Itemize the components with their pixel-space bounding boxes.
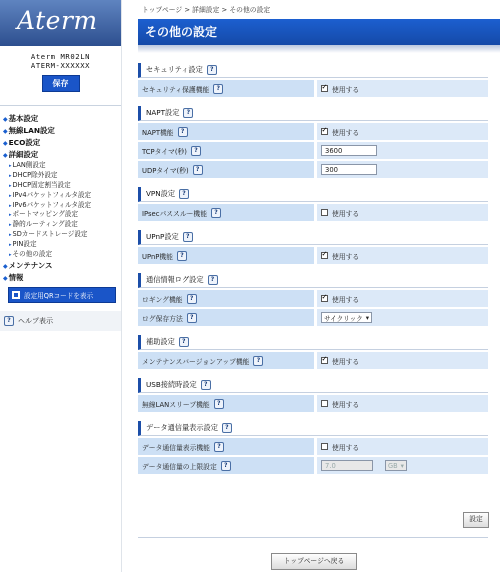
sidebar-item-label: 基本設定 (8, 114, 39, 123)
sidebar-item[interactable] (0, 181, 121, 191)
settings-section (138, 335, 488, 369)
label-text: セキュリティ保護機能 (142, 85, 210, 94)
section-header (138, 63, 488, 78)
settings-section (138, 230, 488, 264)
setting-label (138, 309, 314, 326)
section-title: データ通信量表示設定 (146, 423, 218, 432)
arrow-icon: ▸ (9, 212, 12, 219)
arrow-icon: ▸ (9, 252, 12, 259)
help-icon[interactable]: ? (177, 251, 187, 261)
select-value: サイクリック (324, 314, 363, 323)
sidebar-item-label: 静的ルーティング設定 (12, 220, 78, 229)
save-button[interactable]: 保存 (42, 75, 80, 92)
setting-value (317, 204, 488, 221)
logo-area (0, 0, 121, 46)
setting-label (138, 438, 314, 455)
setting-row (138, 123, 488, 140)
label-text: メンテナンスバージョンアップ機能 (142, 357, 250, 366)
section-title: UPnP設定 (146, 232, 179, 241)
arrow-icon: ▸ (9, 192, 12, 199)
label-text: データ通信量表示機能 (142, 443, 210, 452)
arrow-icon: ◆ (3, 140, 8, 147)
setting-row (138, 438, 488, 455)
setting-value (317, 142, 488, 159)
help-icon[interactable]: ? (221, 461, 231, 471)
setting-value (317, 80, 488, 97)
setting-label (138, 290, 314, 307)
qr-code-button[interactable] (8, 287, 116, 303)
checkbox-label: 使用する (332, 252, 360, 261)
sidebar-item[interactable] (0, 125, 121, 137)
checkbox[interactable] (321, 252, 328, 259)
section-title: 補助設定 (146, 337, 175, 346)
help-icon[interactable]: ? (187, 313, 197, 323)
settings-section (138, 421, 488, 474)
help-icon[interactable]: ? (211, 208, 221, 218)
sidebar-item[interactable] (0, 272, 121, 284)
checkbox[interactable] (321, 357, 328, 364)
sidebar-item[interactable] (0, 137, 121, 149)
sidebar-item[interactable] (0, 161, 121, 171)
label-text: ロギング機能 (142, 295, 183, 304)
setting-label (138, 123, 314, 140)
arrow-icon: ◆ (3, 274, 8, 282)
setting-row (138, 309, 488, 326)
section-title: USB接続時設定 (146, 380, 197, 389)
arrow-icon: ▸ (9, 242, 12, 249)
setting-label (138, 161, 314, 178)
sidebar-item-label: 詳細設定 (8, 150, 39, 159)
setting-value (317, 457, 488, 474)
section-header (138, 335, 488, 350)
help-icon[interactable]: ? (253, 356, 263, 366)
checkbox-label: 使用する (332, 443, 360, 452)
setting-value (317, 352, 488, 369)
sidebar-item-label: DHCP固定割当設定 (12, 180, 71, 189)
setting-label (138, 80, 314, 97)
setting-label (138, 142, 314, 159)
help-icon[interactable]: ? (178, 127, 188, 137)
sidebar-item-label: ECO設定 (8, 138, 41, 147)
checkbox[interactable] (321, 443, 328, 450)
arrow-icon: ▸ (9, 182, 12, 189)
section-title: 通信情報ログ設定 (146, 275, 204, 284)
setting-row (138, 457, 488, 474)
checkbox[interactable] (321, 209, 328, 216)
setting-value (317, 290, 488, 307)
sidebar-item-label: IPv4パケットフィルタ設定 (12, 190, 92, 199)
setting-row (138, 204, 488, 221)
model-name: Aterm MR02LN (30, 52, 91, 61)
aterm-logo: Aterm (17, 6, 98, 35)
section-header (138, 378, 488, 393)
sidebar-item-label: 無線LAN設定 (8, 126, 55, 135)
label-text: UPnP機能 (142, 252, 173, 261)
sidebar-item-label: SDカードストレージ設定 (12, 230, 88, 239)
chevron-down-icon: ▾ (365, 313, 370, 322)
setting-value (317, 438, 488, 455)
side-menu (0, 106, 121, 284)
setting-row (138, 247, 488, 264)
sidebar-item[interactable] (0, 171, 121, 181)
help-icon[interactable]: ? (207, 65, 217, 75)
sidebar-item[interactable] (0, 210, 121, 220)
arrow-icon: ◆ (3, 262, 8, 270)
setting-value (317, 161, 488, 178)
sidebar-item[interactable] (0, 149, 121, 161)
help-icon[interactable]: ? (214, 442, 224, 452)
setting-row (138, 142, 488, 159)
section-header (138, 230, 488, 245)
setting-value (317, 395, 488, 412)
sidebar-item[interactable] (0, 220, 121, 230)
help-icon: ? (4, 316, 14, 326)
limit-input[interactable]: 7.0 (321, 460, 373, 471)
label-text: UDPタイマ(秒) (142, 166, 189, 175)
text-input[interactable]: 3600 (321, 145, 377, 156)
help-icon[interactable]: ? (179, 337, 189, 347)
sidebar-item[interactable] (0, 113, 121, 125)
checkbox-label: 使用する (332, 209, 360, 218)
checkbox-label: 使用する (332, 357, 360, 366)
settings-section (138, 273, 488, 326)
setting-row (138, 290, 488, 307)
setting-value (317, 123, 488, 140)
checkbox[interactable] (321, 295, 328, 302)
help-icon[interactable]: ? (222, 423, 232, 433)
setting-row (138, 352, 488, 369)
checkbox[interactable] (321, 400, 328, 407)
select-dropdown[interactable] (321, 312, 372, 323)
device-info (0, 46, 121, 106)
section-header (138, 106, 488, 121)
sidebar-item-label: その他の設定 (12, 250, 53, 259)
text-input[interactable]: 300 (321, 164, 377, 175)
setting-label (138, 457, 314, 474)
help-icon[interactable]: ? (187, 294, 197, 304)
sidebar (0, 0, 122, 572)
unit-value: GB (388, 461, 398, 470)
help-toggle[interactable] (0, 311, 121, 331)
setting-label (138, 247, 314, 264)
section-header (138, 187, 488, 202)
divider (138, 537, 488, 538)
arrow-icon: ▸ (9, 222, 12, 229)
arrow-icon: ▸ (9, 172, 12, 179)
section-title: NAPT設定 (146, 108, 180, 117)
arrow-icon: ◆ (3, 152, 8, 159)
unit-select[interactable] (385, 460, 407, 471)
section-title: セキュリティ設定 (146, 65, 203, 74)
sidebar-item[interactable] (0, 260, 121, 272)
help-icon[interactable]: ? (208, 275, 218, 285)
arrow-icon: ◆ (3, 116, 8, 123)
settings-section (138, 187, 488, 221)
settings-form (138, 63, 488, 476)
label-text: ログ保存方法 (142, 314, 183, 323)
settings-section (138, 63, 488, 97)
arrow-icon: ▸ (9, 232, 12, 239)
label-text: 無線LANスリープ機能 (142, 400, 210, 409)
title-shadow (138, 45, 500, 53)
sidebar-item-label: 情報 (8, 272, 24, 282)
arrow-icon: ▸ (9, 163, 12, 169)
setting-label (138, 204, 314, 221)
help-label: ヘルプ表示 (18, 316, 53, 325)
help-icon[interactable]: ? (214, 399, 224, 409)
help-icon[interactable]: ? (213, 84, 223, 94)
sidebar-item-label: メンテナンス (8, 260, 53, 270)
sidebar-item[interactable] (0, 191, 121, 201)
checkbox-label: 使用する (332, 85, 360, 94)
help-icon[interactable]: ? (193, 165, 203, 175)
setting-row (138, 80, 488, 97)
section-title: VPN設定 (146, 189, 176, 198)
sidebar-item-label: PIN設定 (12, 240, 37, 249)
setting-label (138, 395, 314, 412)
checkbox-label: 使用する (332, 400, 360, 409)
sidebar-item-label: DHCP除外設定 (12, 170, 58, 179)
help-icon[interactable]: ? (191, 146, 201, 156)
arrow-icon: ◆ (3, 128, 8, 135)
sidebar-item[interactable] (0, 201, 121, 211)
arrow-icon: ▸ (9, 202, 12, 209)
checkbox[interactable] (321, 128, 328, 135)
sidebar-item-label: LAN側設定 (12, 161, 46, 169)
sidebar-item[interactable] (0, 250, 121, 260)
page-title: その他の設定 (138, 19, 500, 45)
label-text: IPsecパススルー機能 (142, 209, 208, 218)
qr-icon (12, 291, 20, 299)
help-icon[interactable]: ? (201, 380, 211, 390)
sidebar-item-label: ポートマッピング設定 (12, 210, 79, 219)
settings-section (138, 378, 488, 412)
label-text: NAPT機能 (142, 128, 174, 137)
checkbox[interactable] (321, 85, 328, 92)
breadcrumb: トップページ > 詳細設定 > その他の設定 (142, 6, 271, 14)
apply-button[interactable]: 設定 (463, 512, 489, 528)
setting-value (317, 309, 488, 326)
checkbox-label: 使用する (332, 128, 360, 137)
checkbox-label: 使用する (332, 295, 360, 304)
chevron-down-icon: ▾ (400, 461, 404, 470)
help-icon[interactable]: ? (179, 189, 189, 199)
section-header (138, 273, 488, 288)
setting-row (138, 395, 488, 412)
back-to-top-button[interactable]: トップページへ戻る (271, 553, 357, 570)
sidebar-item-label: IPv6パケットフィルタ設定 (12, 200, 92, 209)
label-text: データ通信量の上限設定 (142, 462, 217, 471)
label-text: TCPタイマ(秒) (142, 147, 187, 156)
sidebar-item[interactable] (0, 230, 121, 240)
settings-section (138, 106, 488, 178)
sidebar-item[interactable] (0, 240, 121, 250)
setting-label (138, 352, 314, 369)
qr-button-label: 設定用QRコードを表示 (24, 291, 94, 300)
device-name: ATERM-XXXXXX (30, 61, 91, 70)
setting-row (138, 161, 488, 178)
help-icon[interactable]: ? (183, 232, 193, 242)
setting-value (317, 247, 488, 264)
section-header (138, 421, 488, 436)
help-icon[interactable]: ? (183, 108, 193, 118)
